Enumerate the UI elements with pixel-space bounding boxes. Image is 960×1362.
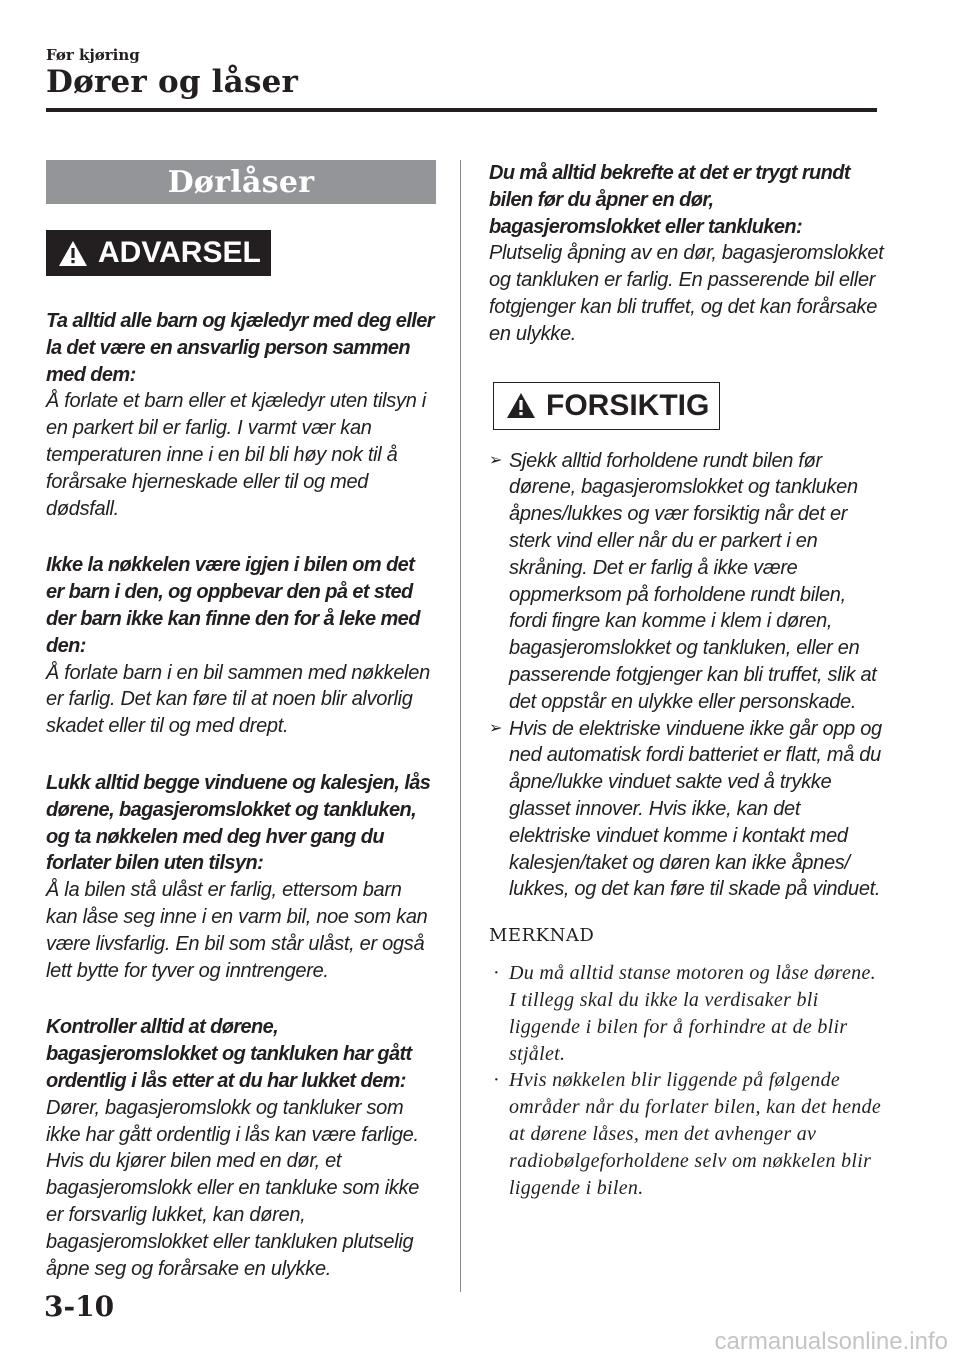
column-divider (460, 160, 461, 1292)
warning-block (489, 160, 884, 348)
warning-triangle-icon (58, 240, 88, 267)
note-label: MERKNAD (489, 925, 595, 947)
warning-heading: Ta alltid alle barn og kjæledyr med deg eller la det være en ansvarlig person sammen med dem: (46, 310, 434, 386)
note-list (489, 960, 884, 1201)
header-divider (46, 108, 877, 112)
caution-badge (493, 382, 720, 430)
warning-body: Å forlate barn i en bil sammen med nøkkelen er farlig. Det kan føre til at noen blir alvorlig skadet eller til og med drept. (46, 661, 430, 738)
warning-block (46, 770, 436, 984)
page-title: Dører og låser (46, 64, 299, 100)
caution-item-text: Sjekk alltid forholdene rundt bilen før dørene, bagasjeromslokket og tankluken åpnes/lukkes og vær forsiktig når det er sterk vind eller når du er parkert i en skråning. Det er farlig å ikke være oppmerksom på forholdene rundt bilen, fordi fingre kan komme i klem i døren, bagasjeromslokket og tankluken, eller en passerende fotgjenger kan bli truffet, slik at det oppstår en ulykke eller personskade. (509, 449, 877, 713)
left-column (46, 160, 436, 1282)
warning-heading: Kontroller alltid at dørene, bagasjeromslokket og tankluken har gått ordentlig i lås etter at du har lukket dem: (46, 1016, 412, 1092)
warning-body: Å forlate et barn eller et kjæledyr uten tilsyn i en parkert bil er farlig. I varmt vær kan temperaturen inne i en bil bli høy nok til å forårsake hjerneskade eller til og med dødsfall. (46, 390, 426, 520)
arrow-bullet-icon: ➢ (489, 719, 503, 737)
warning-heading: Du må alltid bekrefte at det er trygt rundt bilen før du åpner en dør, bagasjeromslokket eller tankluken: (489, 162, 850, 238)
caution-triangle-icon (506, 392, 536, 419)
warning-badge (46, 230, 271, 276)
dot-bullet-icon: · (493, 962, 500, 985)
note-item-text: Hvis nøkkelen blir liggende på følgende områder når du forlater bilen, kan det hende at dørene låses, men det avhenger av radiobølgeforholdene selv om nøkkelen blir liggende i bilen. (509, 1069, 882, 1199)
dot-bullet-icon: · (493, 1069, 500, 1092)
caution-list (489, 448, 884, 904)
list-item (489, 716, 884, 904)
list-item (489, 960, 884, 1067)
warning-heading: Ikke la nøkkelen være igjen i bilen om det er barn i den, og oppbevar den på et sted der barn ikke kan finne den for å leke med den: (46, 554, 420, 657)
warning-block (46, 308, 436, 522)
caution-label: FORSIKTIG (546, 388, 710, 422)
watermark: carmanualsonline.info (714, 1328, 948, 1355)
list-item (489, 448, 884, 716)
note-item-text: Du må alltid stanse motoren og låse dørene. I tillegg skal du ikke la verdisaker bli liggende i bilen for å forhindre at de blir stjålet. (509, 962, 876, 1065)
warning-block (46, 1014, 436, 1282)
caution-item-text: Hvis de elektriske vinduene ikke går opp og ned automatisk fordi batteriet er flatt, må du åpne/lukke vinduet sakte ved å trykke glasset innover. Hvis ikke, kan det elektriske vinduet komme i kontakt med kalesjen/taket og døren kan ikke åpnes/ lukkes, og det kan føre til skade på vinduet. (509, 717, 882, 901)
warning-label: ADVARSEL (98, 236, 261, 269)
right-column (489, 160, 884, 1201)
arrow-bullet-icon: ➢ (489, 451, 503, 469)
section-title: Dørlåser (46, 160, 436, 204)
warning-block (46, 552, 436, 740)
list-item (489, 1067, 884, 1201)
warning-body: Å la bilen stå ulåst er farlig, ettersom barn kan låse seg inne i en varm bil, noe som kan være livsfarlig. En bil som står ulåst, er også lett bytte for tyver og inntrengere. (46, 879, 428, 982)
warning-body: Plutselig åpning av en dør, bagasjeromslokket og tankluken er farlig. En passerende bil eller fotgjenger kan bli truffet, og det kan forårsake en ulykke. (489, 242, 884, 345)
page-number: 3-10 (44, 1290, 115, 1323)
warning-body: Dører, bagasjeromslokk og tankluker som ikke har gått ordentlig i lås kan være farlige. Hvis du kjører bilen med en dør, et bagasjeromslokk eller en tankluke som ikke er forsvarlig lukket, kan døren, bagasjeromslokket eller tankluken plutselig åpne seg og forårsake en ulykke. (46, 1096, 420, 1280)
warning-heading: Lukk alltid begge vinduene og kalesjen, lås dørene, bagasjeromslokket og tankluken, og ta nøkkelen med deg hver gang du forlater bilen uten tilsyn: (46, 771, 431, 875)
chapter-label: Før kjøring (46, 46, 140, 64)
